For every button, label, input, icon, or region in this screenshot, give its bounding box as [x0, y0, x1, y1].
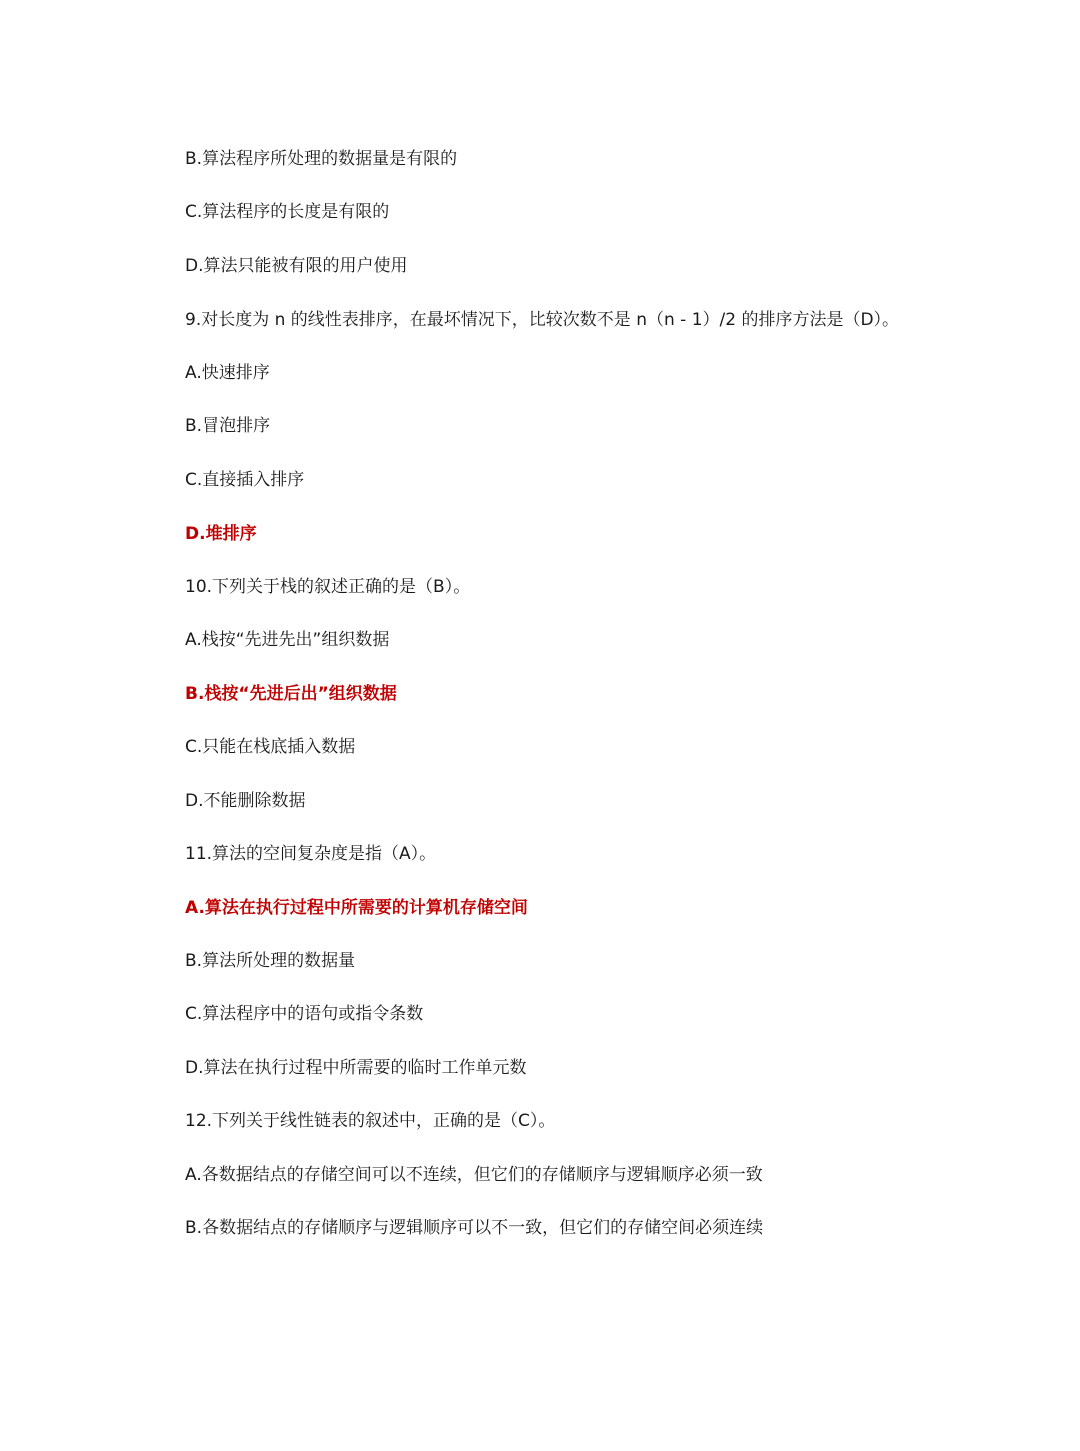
q12-option-a: A.各数据结点的存储空间可以不连续，但它们的存储顺序与逻辑顺序必须一致 [185, 1165, 763, 1185]
q9-option-c: C.直接插入排序 [185, 470, 305, 490]
q11-option-a-answer: A.算法在执行过程中所需要的计算机存储空间 [185, 898, 528, 918]
option-c-line: C.算法程序的长度是有限的 [185, 202, 390, 222]
question-10: 10.下列关于栈的叙述正确的是（B）。 [185, 577, 471, 597]
q9-option-d-answer: D.堆排序 [185, 524, 257, 544]
q9-option-a: A.快速排序 [185, 363, 270, 383]
option-b-line: B.算法程序所处理的数据量是有限的 [185, 149, 458, 169]
q9-option-b: B.冒泡排序 [185, 416, 271, 436]
q10-option-d: D.不能删除数据 [185, 791, 306, 811]
question-9: 9.对长度为 n 的线性表排序，在最坏情况下，比较次数不是 n（n - 1）/2 的排序方法是（D）。 [185, 310, 900, 330]
question-11: 11.算法的空间复杂度是指（A）。 [185, 844, 437, 864]
question-12: 12.下列关于线性链表的叙述中，正确的是（C）。 [185, 1111, 556, 1131]
q10-option-a: A.栈按“先进先出”组织数据 [185, 630, 390, 650]
q12-option-b: B.各数据结点的存储顺序与逻辑顺序可以不一致，但它们的存储空间必须连续 [185, 1218, 764, 1238]
option-d-line: D.算法只能被有限的用户使用 [185, 256, 408, 276]
q10-option-c: C.只能在栈底插入数据 [185, 737, 356, 757]
q11-option-d: D.算法在执行过程中所需要的临时工作单元数 [185, 1058, 527, 1078]
q11-option-c: C.算法程序中的语句或指令条数 [185, 1004, 424, 1024]
q11-option-b: B.算法所处理的数据量 [185, 951, 356, 971]
q10-option-b-answer: B.栈按“先进后出”组织数据 [185, 684, 397, 704]
